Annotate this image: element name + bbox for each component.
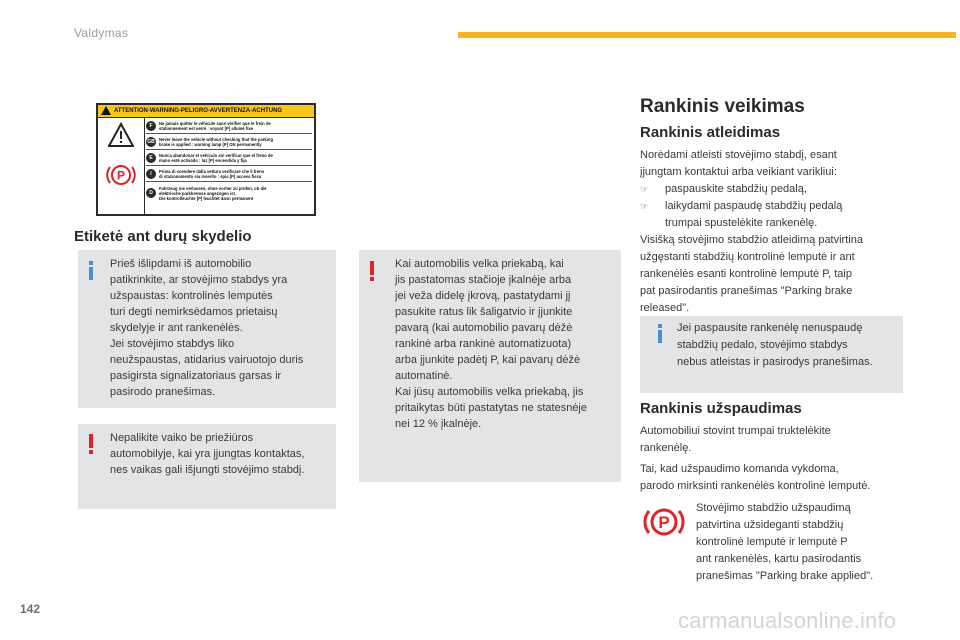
label-row-text: Prima di scendere dalla vettura verificare che il freno di stazionamento sia inserito : spia [P] accesa fissa bbox=[159, 168, 265, 179]
label-row bbox=[146, 182, 312, 204]
language-flag-icon: E bbox=[146, 153, 156, 163]
language-flag-icon: D bbox=[146, 188, 156, 198]
manual-release-heading: Rankinis atleidimas bbox=[640, 124, 781, 141]
language-flag-icon: F bbox=[146, 121, 156, 131]
info-note-box bbox=[78, 250, 336, 408]
hand-pointer-icon: ☞ bbox=[640, 184, 649, 194]
label-heading bbox=[98, 105, 314, 118]
release-step-2-text: laikydami paspaudę stabdžių pedalą trumpai spustelėkite rankenėlę. bbox=[665, 200, 843, 229]
door-label-heading: Etiketė ant durų skydelio bbox=[74, 228, 252, 245]
watermark: carmanualsonline.info bbox=[678, 608, 897, 633]
manual-apply-heading: Rankinis užspaudimas bbox=[640, 400, 802, 417]
label-language-rows bbox=[146, 118, 312, 214]
label-row-text: Never leave the vehicle without checking that the parking brake is applied : warning lamp [P] ON permanently bbox=[159, 136, 274, 147]
label-row bbox=[146, 118, 312, 134]
info-note-text: Prieš išlipdami iš automobilio patikrinkite, ar stovėjimo stabdys yra užspaustas: kontrolinės lemputės turi degti nemirksėdamos prietaisų skydelyje ir ant rankenėlės. Jei stovėjimo stabdys liko neužspaustas, atidarius vairuotojo duris pasigirsta signalizatoriaus garsas ir pasirodo pranešimas. bbox=[110, 258, 304, 398]
label-heading-text: ATTENTION-WARNING-PELIGRO-AVVERTENZA-ACHTUNG bbox=[114, 108, 283, 114]
label-row bbox=[146, 166, 312, 182]
apply-blinking-text: Tai, kad užspaudimo komanda vykdoma, parodo mirksinti rankenėlės kontrolinė lemputė. bbox=[640, 463, 871, 492]
info-icon bbox=[89, 261, 93, 280]
warning-triangle-icon bbox=[101, 106, 111, 115]
svg-text:P: P bbox=[658, 513, 670, 532]
warning-icon bbox=[89, 434, 93, 454]
label-row-text: Fahrzeug nie verlassen, ohne vorher zu prüfen, ob die elektrische parkbremse angezogen ist. Die kontrolleuchte [P] leuchtet dann permanent bbox=[159, 185, 267, 201]
language-flag-icon: GB bbox=[147, 138, 155, 145]
warning-note-text: Nepalikite vaiko be priežiūros automobilyje, kai yra įjungtas kontaktas, nes vaikas gali išjungti stovėjimo stabdį. bbox=[110, 432, 305, 476]
towing-warning-text: Kai automobilis velka priekabą, kai jis pastatomas stačioje įkalnėje arba jei veža didelę įkrovą, pastatydami jį pasukite ratus lik šaligatvio ir įjunkite pavarą (kai automobilio pavarų dėžė rankinė arba rankinė automatizuota) arba įjunkite padėtį P, kai pavarų dėžė automatinė. Kai jūsų automobilis velka priekabą, jis pritaikytas būti pastatytas ne statesnėje nei 12 % įkalnėje. bbox=[395, 258, 587, 430]
towing-warning-box bbox=[359, 250, 621, 482]
release-confirmation-text: Visišką stovėjimo stabdžio atleidimą patvirtina užgęstanti stabdžių kontrolinė lemputė ir ant rankenėlės esanti kontrolinė lemputė P, taip pat pasirodantis pranešimas "Parking brake released". bbox=[640, 234, 863, 314]
release-step-1-text: paspauskite stabdžių pedalą, bbox=[665, 183, 807, 195]
parking-brake-icon bbox=[642, 504, 686, 540]
svg-text:P: P bbox=[116, 168, 126, 183]
apply-instruction: Automobiliui stovint trumpai truktelėkite rankenėlę. bbox=[640, 425, 831, 454]
label-row-text: Nunca abandonar el vehículo sin verificar que el freno de mano esté activado : luz [P] encendida y fija bbox=[159, 152, 273, 163]
info-icon bbox=[658, 324, 662, 343]
warning-icon bbox=[370, 261, 374, 281]
parking-brake-icon bbox=[106, 162, 136, 188]
manual-operation-title: Rankinis veikimas bbox=[640, 96, 805, 117]
language-flag-icon: I bbox=[146, 169, 156, 179]
section-label: Valdymas bbox=[74, 26, 129, 40]
release-info-box bbox=[640, 316, 903, 393]
door-warning-label bbox=[96, 103, 316, 216]
release-intro: Norėdami atleisti stovėjimo stabdį, esant įjungtam kontaktui arba veikiant varikliui: bbox=[640, 149, 837, 178]
label-row bbox=[146, 134, 312, 150]
warning-note-box bbox=[78, 424, 336, 509]
release-info-text: Jei paspausite rankenėlę nenuspaudę stabdžių pedalo, stovėjimo stabdys nebus atleistas ir pasirodys pranešimas. bbox=[677, 322, 873, 368]
hand-pointer-icon: ☞ bbox=[640, 201, 649, 211]
header-accent-bar bbox=[458, 32, 956, 38]
page-number: 142 bbox=[20, 602, 41, 616]
apply-confirmation-text: Stovėjimo stabdžio užspaudimą patvirtina užsideganti stabdžių kontrolinė lemputė ir lemputė P ant rankenėlės, kartu pasirodantis pranešimas "Parking brake applied". bbox=[696, 502, 874, 582]
label-row bbox=[146, 150, 312, 166]
warning-triangle-icon bbox=[108, 122, 134, 148]
label-row-text: Ne jamais quitter le véhicule sans vérifier que le frein de stationnement est serré : voyant [P] allumé fixe bbox=[159, 120, 271, 131]
